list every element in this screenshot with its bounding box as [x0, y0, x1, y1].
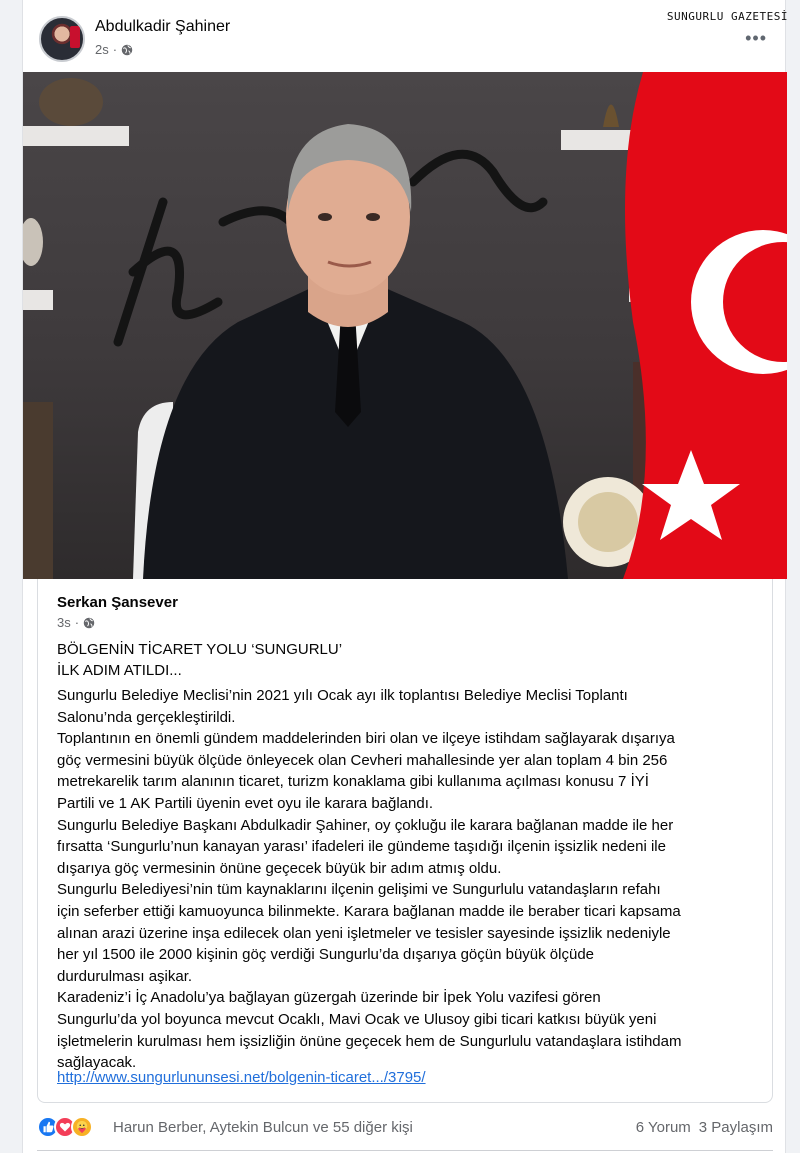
- globe-icon: [121, 44, 133, 56]
- shared-time[interactable]: 3s: [57, 615, 71, 630]
- more-options-icon[interactable]: •••: [745, 28, 767, 48]
- reactors-text[interactable]: Harun Berber, Aytekin Bulcun ve 55 diğer kişi: [113, 1119, 413, 1136]
- post-header: [39, 14, 769, 64]
- post-photo[interactable]: [23, 72, 787, 579]
- shared-post-title: [57, 639, 757, 681]
- watermark-text: SUNGURLU GAZETESİ: [666, 10, 788, 23]
- shared-post-body: [57, 685, 762, 1074]
- post-author-name[interactable]: Abdulkadir Şahiner: [95, 18, 231, 35]
- comments-count[interactable]: 6 Yorum: [635, 1119, 691, 1136]
- shares-count[interactable]: 3 Paylaşım: [698, 1119, 773, 1136]
- body-paragraph: Toplantının en önemli gündem maddelerinden biri olan ve ilçeye istihdam sağlayarak dışarıya göç vermesini büyük ölçüde önleyecek olan Cevheri mahallesinde yer alan toplam 4 bin 256 metrekarelik tarım alanının ticaret, turizm konaklama gibi kullanıma açılması konusu 7 İYİ Partili ve 1 AK Partili üyenin evet oyu ile karara bağlandı.: [57, 730, 675, 812]
- title-line: İLK ADIM ATILDI...: [57, 662, 182, 679]
- engagement-counts: [636, 1119, 773, 1136]
- article-link[interactable]: http://www.sungurlununsesi.net/bolgenin-ticaret.../3795/: [57, 1069, 426, 1086]
- post-card: [22, 0, 786, 1153]
- body-paragraph: Sungurlu Belediye Meclisi’nin 2021 yılı Ocak ayı ilk toplantısı Belediye Meclisi Toplantı Salonu’nda gerçekleştirildi.: [57, 687, 628, 726]
- title-line: BÖLGENİN TİCARET YOLU ‘SUNGURLU’: [57, 641, 343, 658]
- shared-post: [37, 579, 773, 1103]
- reaction-icons[interactable]: [37, 1116, 88, 1138]
- body-paragraph: Karadeniz’i İç Anadolu’ya bağlayan güzergah üzerinde bir İpek Yolu vazifesi gören Sungurlu’da yol boyunca mevcut Ocaklı, Mavi Ocak ve Ulusoy gibi ticari katkısı büyük yeni işletmelerin kurulması hem işsizliğin önüne geçecek hem de Sungurlulu vatandaşlara istihdam sağlayacak.: [57, 989, 682, 1072]
- globe-icon: [83, 617, 95, 629]
- post-footer: [37, 1114, 773, 1142]
- post-meta: 2s ·: [95, 42, 133, 57]
- body-paragraph: Sungurlu Belediyesi’nin tüm kaynaklarını ilçenin gelişimi ve Sungurlulu vatandaşların refahı için seferber ettiği kamuoyunca bilinmekte. Karara bağlanan madde ile beraber ticari kapsama alınan arazi üzerine inşa edilecek olan yeni işletmeler ve tesisler sayesinde işsizlik nedeniyle her yıl 1500 ile 2000 kişinin göç verdiği Sungurlu’da dışarıya göçün büyük ölçüde durdurulması aşikar.: [57, 881, 681, 985]
- author-avatar[interactable]: [39, 16, 85, 62]
- shared-meta: 3s ·: [57, 615, 95, 630]
- shared-author-name[interactable]: Serkan Şansever: [57, 594, 178, 611]
- care-reaction-icon: [71, 1116, 93, 1138]
- post-time[interactable]: 2s: [95, 42, 109, 57]
- body-paragraph: Sungurlu Belediye Başkanı Abdulkadir Şahiner, oy çokluğu ile karara bağlanan madde ile her fırsatta ‘Sungurlu’nun kanayan yarası’ ifadeleri ile gündeme taşıdığı ilçenin işsizlik nedeni ile dışarıya göç vermesinin önüne geçecek büyük bir adım atmış oldu.: [57, 816, 674, 877]
- divider: [37, 1150, 773, 1151]
- photo-illustration: [23, 72, 787, 579]
